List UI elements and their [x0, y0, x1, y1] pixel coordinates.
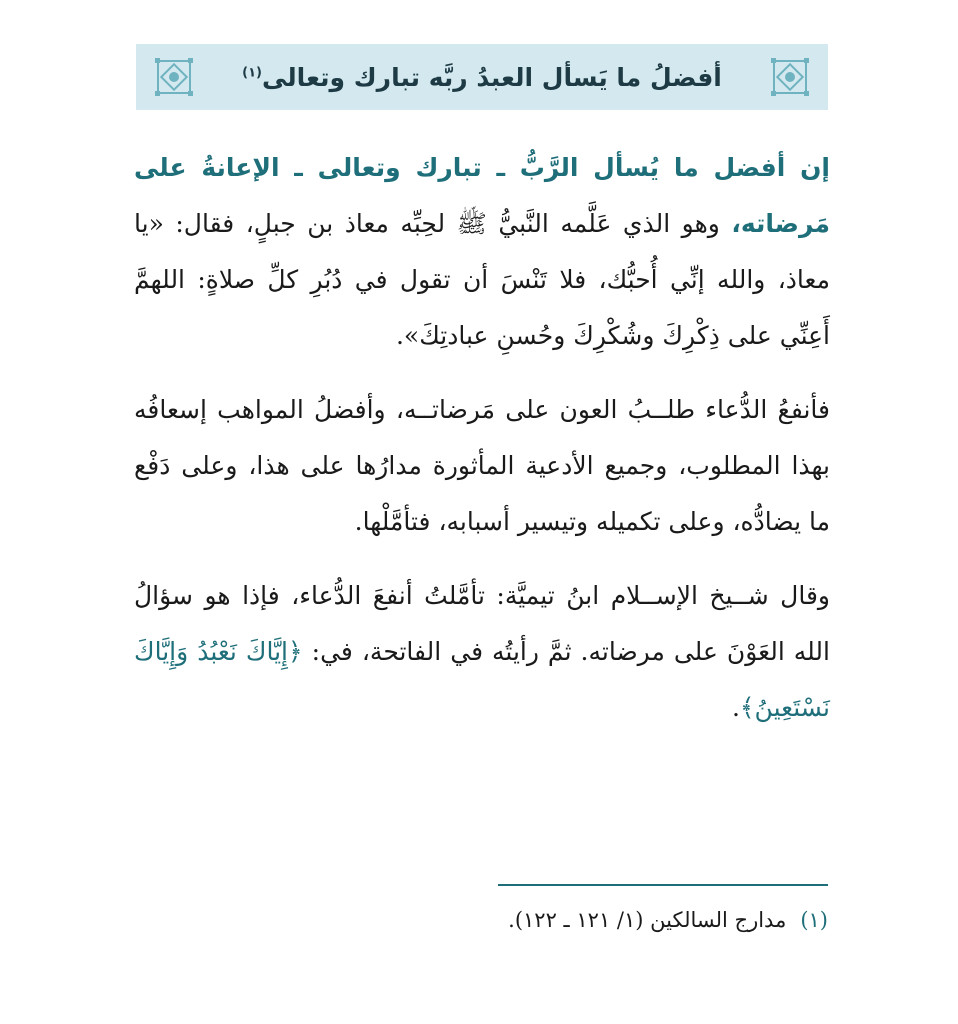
footnote-reference: (١) — [242, 65, 262, 81]
paragraph-3 — [134, 568, 830, 736]
paragraph-2: فأنفعُ الدُّعاء طلــبُ العون على مَرضاتــه، وأفضلُ المواهب إسعافُه بهذا المطلوب، وجميع الأدعية المأثورة مدارُها على هذا، وعلى دَفْع ما يضادُّه، وعلى تكميله وتيسير أسبابه، فتأمَّلْها. — [134, 395, 830, 536]
ornament-icon — [770, 57, 810, 97]
footnote-number: (١) — [800, 908, 828, 932]
body-text — [134, 140, 830, 754]
footnote-divider — [498, 884, 828, 886]
section-heading-banner — [136, 44, 828, 110]
page-title: أفضلُ ما يَسأل العبدُ ربَّه تبارك وتعالى$^{(١)}$ — [242, 62, 722, 92]
paragraph-3-end: . — [731, 693, 740, 722]
footnote — [132, 908, 828, 932]
footnote-text: مدارج السالكين (١/ ١٢١ ـ ١٢٢). — [508, 908, 787, 932]
paragraph-1 — [134, 140, 830, 364]
lead-sentence: إن أفضل ما يُسأل الرَّبُّ ـ تبارك وتعالى ـ الإعانةُ على مَرضاته، — [134, 153, 830, 238]
paragraph-3-text: وقال شــيخ الإســلام ابنُ تيميَّة: تأمَّلتُ أنفعَ الدُّعاء، فإذا هو سؤالُ الله العَوْنَ على مرضاته. ثمَّ رأيتُه في الفاتحة، في: — [134, 581, 830, 666]
ornament-icon — [154, 57, 194, 97]
quran-verse: ﴿إِيَّاكَ نَعْبُدُ وَإِيَّاكَ نَسْتَعِينُ﴾ — [134, 637, 830, 722]
paragraph-1-text: وهو الذي عَلَّمه النَّبيُّ ﷺ لحِبِّه معاذ بن جبلٍ، فقال: «يا معاذ، والله إنِّي أُحبُّك، فلا تَنْسَ أن تقول في دُبُرِ كلِّ صلاةٍ: اللهمَّ أَعِنِّي على ذِكْرِكَ وشُكْرِكَ وحُسنِ عبادتِكَ». — [134, 209, 830, 350]
page-top-marks — [440, 0, 530, 6]
